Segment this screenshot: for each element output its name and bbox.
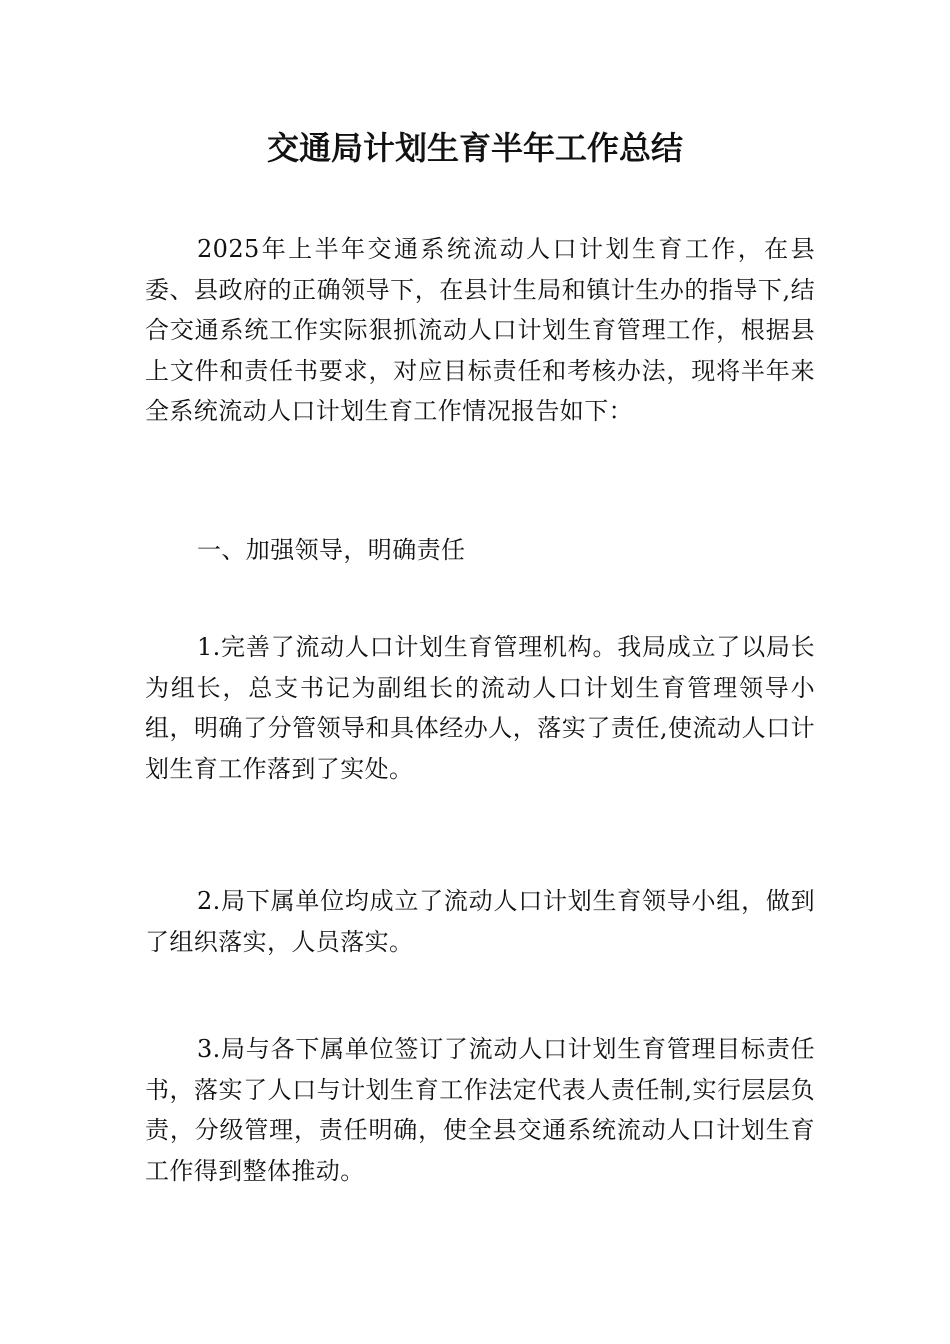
- section-heading-1: 一、加强领导，明确责任: [197, 536, 466, 564]
- list-item-1: 1.完善了流动人口计划生育管理机构。我局成立了以局长为组长，总支书记为副组长的流动人口计划生育管理领导小组，明确了分管领导和具体经办人，落实了责任,使流动人口计划生育工作落到了实处。: [145, 633, 815, 783]
- intro-paragraph: 2025年上半年交通系统流动人口计划生育工作，在县委、县政府的正确领导下，在县计生局和镇计生办的指导下,结合交通系统工作实际狠抓流动人口计划生育管理工作，根据县上文件和责任书要求，对应目标责任和考核办法，现将半年来全系统流动人口计划生育工作情况报告如下：: [145, 235, 815, 425]
- list-item-3: 3.局与各下属单位签订了流动人口计划生育管理目标责任书，落实了人口与计划生育工作法定代表人责任制,实行层层负责，分级管理，责任明确，使全县交通系统流动人口计划生育工作得到整体推动。: [145, 1035, 815, 1185]
- list-item-2: 2.局下属单位均成立了流动人口计划生育领导小组，做到了组织落实，人员落实。: [145, 887, 815, 956]
- document-title: 交通局计划生育半年工作总结: [266, 129, 683, 167]
